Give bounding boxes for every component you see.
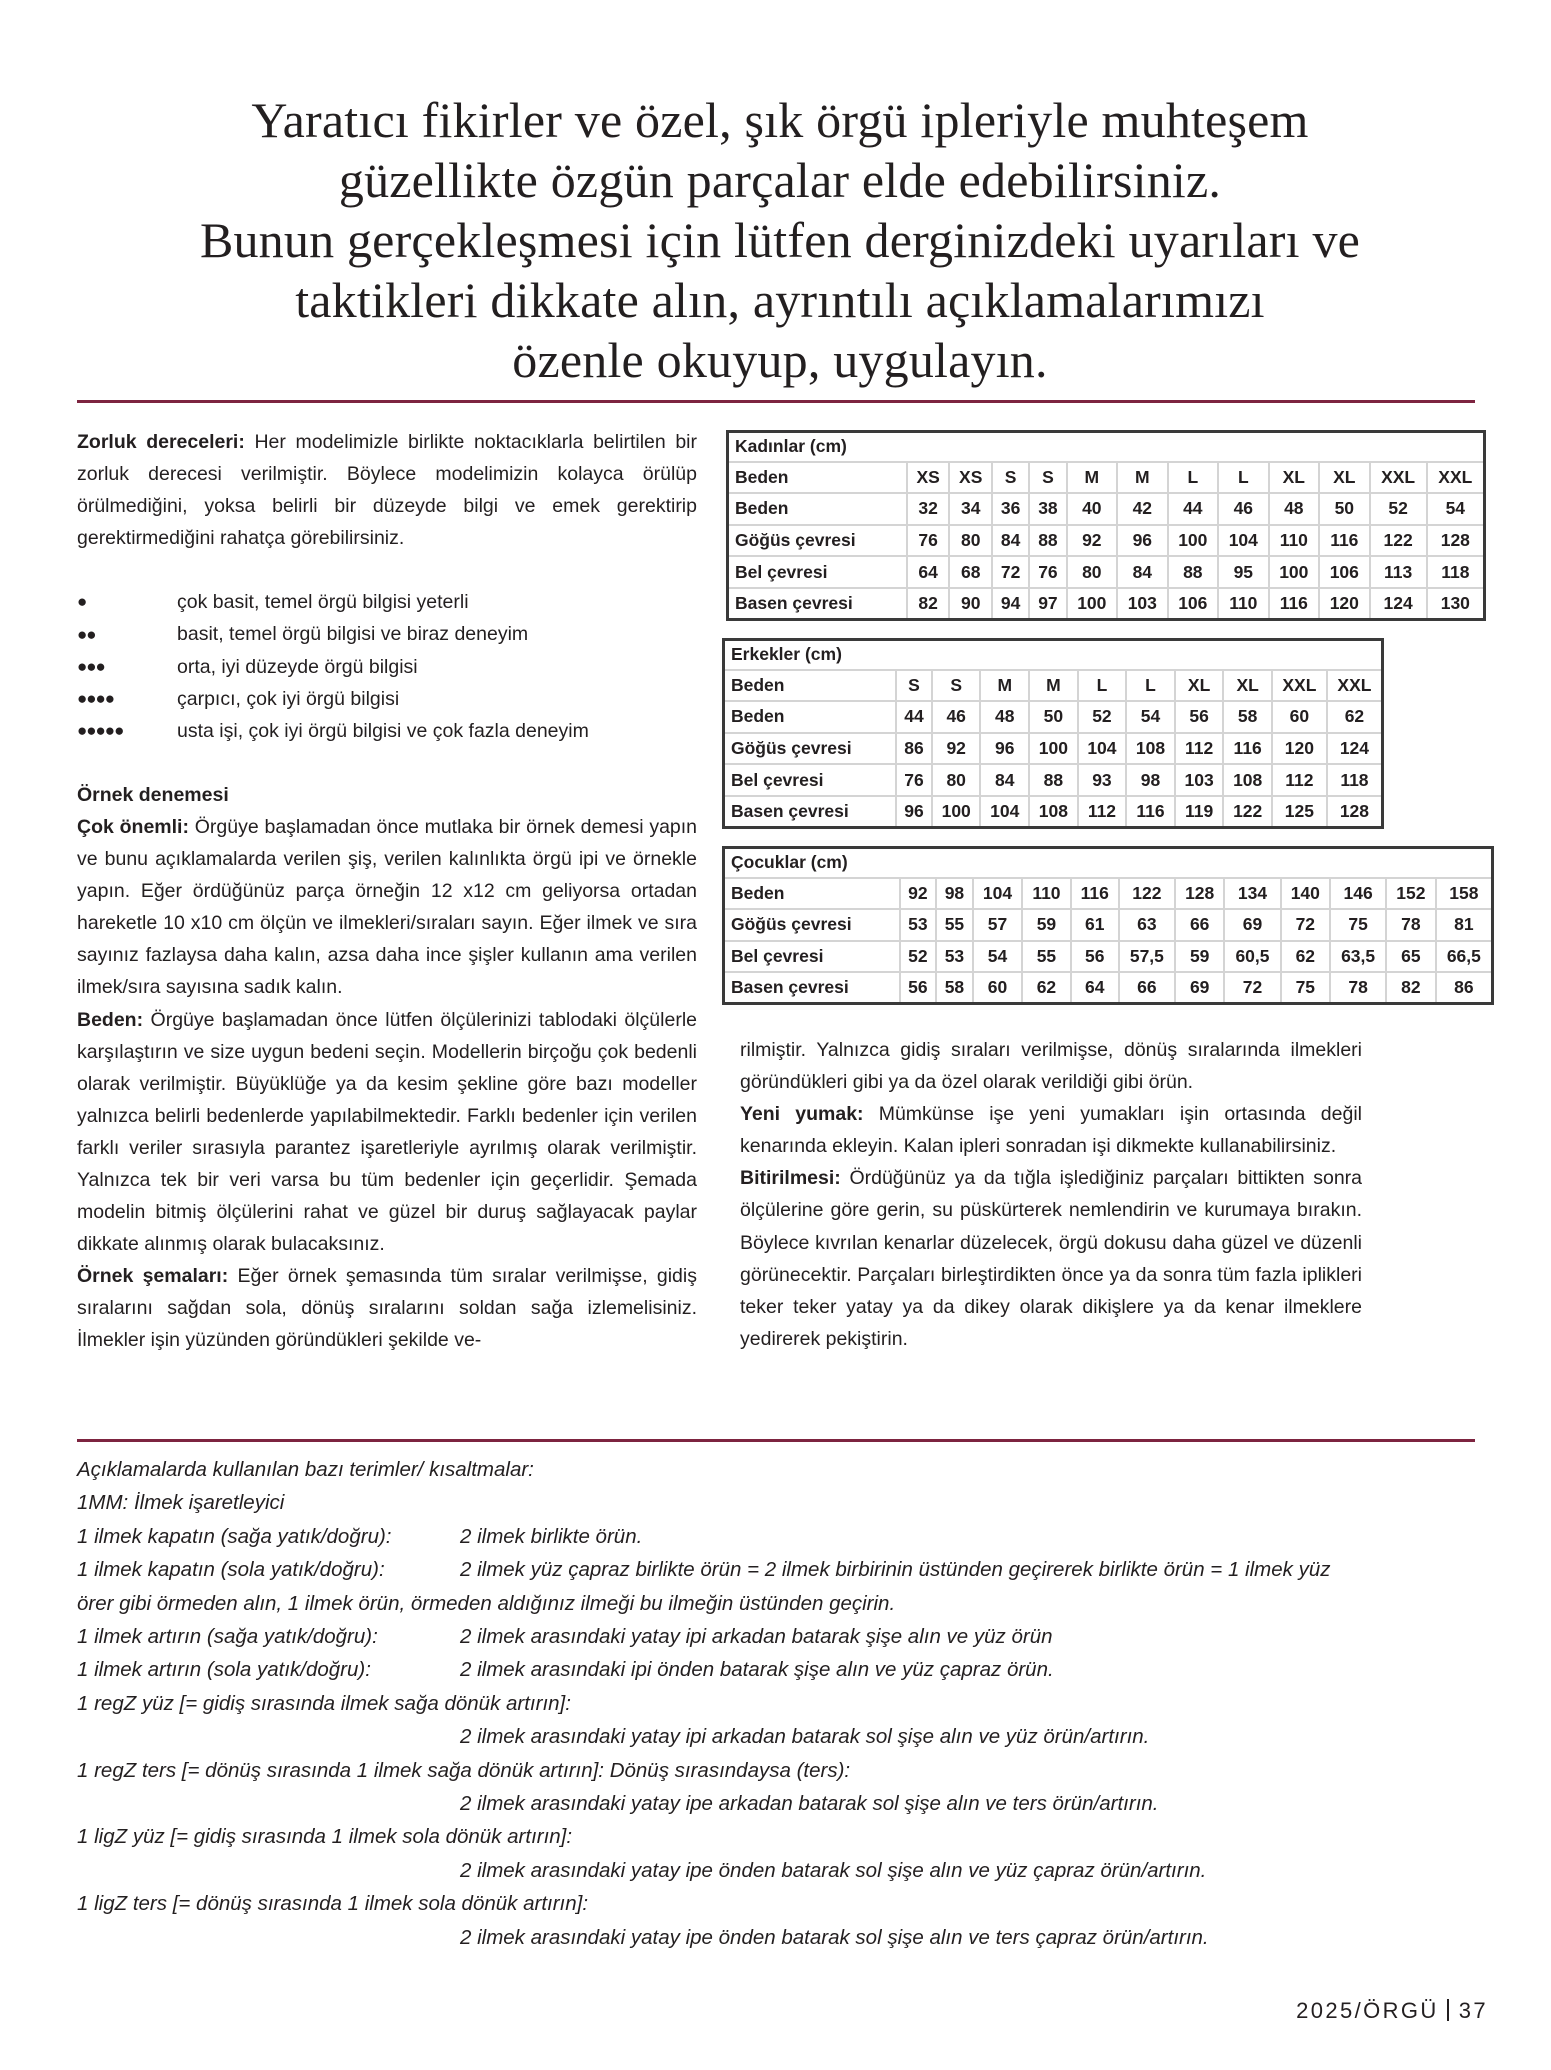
yarn-text: Mümkünse işe yeni yumakları işin ortasında değil kenarında ekleyin. Kalan ipleri sonradan işi dikmekte kullanabilirsiniz. <box>740 1103 1362 1158</box>
table-cell: 94 <box>992 588 1029 620</box>
table-cell: 128 <box>1327 796 1383 828</box>
table-cell: 152 <box>1386 878 1436 910</box>
table-row <box>724 796 1383 828</box>
glossary-z-def: 2 ilmek arasındaki yatay ipi arkadan batarak sol şişe alın ve yüz örün/artırın. <box>460 1725 1150 1749</box>
table-cell: 116 <box>1071 878 1119 910</box>
kids-size-table <box>722 846 1494 1005</box>
glossary-def: 2 ilmek arasındaki ipi önden batarak şişe alın ve yüz çapraz örün. <box>460 1658 1054 1682</box>
table-cell: 92 <box>1067 525 1118 557</box>
table-cell: 112 <box>1175 733 1224 765</box>
table-cell: 100 <box>1067 588 1118 620</box>
difficulty-paragraph <box>77 426 697 554</box>
table-row <box>724 764 1383 796</box>
headline-line: özenle okuyup, uygulayın. <box>512 332 1048 388</box>
table-cell: 42 <box>1117 493 1168 525</box>
headline-line: taktikleri dikkate alın, ayrıntılı açıklamalarımızı <box>295 272 1265 328</box>
table-cell: 125 <box>1272 796 1327 828</box>
finish-label: Bitirilmesi: <box>740 1167 841 1190</box>
table-caption: Kadınlar (cm) <box>728 432 1485 462</box>
table-row <box>728 493 1485 525</box>
table-cell: 112 <box>1078 796 1127 828</box>
table-cell: XXL <box>1327 670 1383 702</box>
glossary-term: 1 ilmek kapatın (sağa yatık/doğru): <box>77 1524 392 1548</box>
table-cell: L <box>1218 462 1269 494</box>
table-cell: 98 <box>1126 764 1175 796</box>
table-cell: S <box>896 670 932 702</box>
headline-line: güzellikte özgün parçalar elde edebilirsiniz. <box>338 152 1222 208</box>
table-cell: 78 <box>1330 972 1386 1004</box>
glossary-item-continued: örer gibi örmeden alın, 1 ilmek örün, örmeden aldığınız ilmeği bu ilmeğin üstünden geçirin. <box>77 1591 896 1615</box>
table-cell: 120 <box>1272 733 1327 765</box>
glossary-z-term: 1 regZ yüz [= gidiş sırasında ilmek sağa dönük artırın]: <box>77 1691 571 1715</box>
table-cell: 72 <box>1281 909 1331 941</box>
table-cell: 62 <box>1281 941 1331 973</box>
row-label: Beden <box>724 878 900 910</box>
finish-paragraph <box>740 1162 1362 1355</box>
table-cell: 122 <box>1370 525 1427 557</box>
row-label: Bel çevresi <box>724 941 900 973</box>
table-cell: 103 <box>1117 588 1168 620</box>
divider-bottom <box>77 1439 1475 1442</box>
table-cell: 66 <box>1175 909 1225 941</box>
table-cell: XS <box>907 462 950 494</box>
difficulty-level-3 <box>77 651 697 683</box>
difficulty-level-4 <box>77 683 697 715</box>
table-cell: 56 <box>1175 701 1224 733</box>
table-cell: 56 <box>1071 941 1119 973</box>
table-cell: 95 <box>1218 556 1269 588</box>
dots-icon: ●●●●● <box>77 720 124 740</box>
table-cell: 75 <box>1330 909 1386 941</box>
level-description: usta işi, çok iyi örgü bilgisi ve çok fazla deneyim <box>177 719 589 742</box>
table-cell: 93 <box>1078 764 1127 796</box>
glossary-def: 2 ilmek arasındaki yatay ipi arkadan batarak şişe alın ve yüz örün <box>460 1625 1053 1649</box>
row-label: Basen çevresi <box>724 972 900 1004</box>
yarn-paragraph <box>740 1098 1362 1162</box>
table-caption: Çocuklar (cm) <box>724 848 1493 878</box>
table-cell: 46 <box>932 701 981 733</box>
level-description: basit, temel örgü bilgisi ve biraz deneyim <box>177 623 529 646</box>
table-cell: 53 <box>936 941 973 973</box>
table-body <box>728 462 1485 620</box>
table-cell: 48 <box>980 701 1029 733</box>
dots-icon: ● <box>77 592 87 612</box>
table-cell: 63 <box>1119 909 1175 941</box>
size-paragraph <box>77 1004 697 1261</box>
table-cell: 130 <box>1427 588 1485 620</box>
table-cell: XL <box>1223 670 1272 702</box>
table-cell: 52 <box>900 941 937 973</box>
row-label: Beden <box>724 701 897 733</box>
table-cell: 62 <box>1022 972 1070 1004</box>
glossary-z-def: 2 ilmek arasındaki yatay ipe arkadan batarak sol şişe alın ve ters örün/artırın. <box>460 1792 1159 1816</box>
table-cell: 32 <box>907 493 950 525</box>
page-number: 37 <box>1458 1998 1488 2023</box>
row-label: Bel çevresi <box>728 556 907 588</box>
glossary-mm: 1MM: İlmek işaretleyici <box>77 1491 285 1515</box>
table-cell: 120 <box>1319 588 1370 620</box>
table-cell: 86 <box>1436 972 1493 1004</box>
table-cell: 66,5 <box>1436 941 1493 973</box>
table-cell: 100 <box>932 796 981 828</box>
glossary-term: 1 ilmek artırın (sola yatık/doğru): <box>77 1658 371 1682</box>
table-cell: 134 <box>1224 878 1280 910</box>
table-row <box>724 701 1383 733</box>
table-cell: S <box>992 462 1029 494</box>
table-cell: 38 <box>1029 493 1066 525</box>
table-cell: S <box>1029 462 1066 494</box>
table-cell: 81 <box>1436 909 1493 941</box>
difficulty-level-2 <box>77 618 697 650</box>
issue-label: 2025/ÖRGÜ <box>1296 1998 1439 2023</box>
table-cell: 57 <box>973 909 1023 941</box>
table-cell: 65 <box>1386 941 1436 973</box>
table-cell: 60 <box>973 972 1023 1004</box>
glossary-z-def: 2 ilmek arasındaki yatay ipe önden batarak sol şişe alın ve yüz çapraz örün/artırın. <box>460 1858 1207 1882</box>
table-cell: 100 <box>1269 556 1320 588</box>
table-cell: 53 <box>900 909 937 941</box>
table-cell: XXL <box>1427 462 1485 494</box>
table-cell: 55 <box>1022 941 1070 973</box>
glossary-item <box>77 1620 1497 1653</box>
table-cell: 104 <box>1078 733 1127 765</box>
table-cell: 58 <box>936 972 973 1004</box>
table-cell: 40 <box>1067 493 1118 525</box>
headline-line: Yaratıcı fikirler ve özel, şık örgü ipleriyle muhteşem <box>251 92 1309 148</box>
table-cell: 122 <box>1119 878 1175 910</box>
page-headline <box>120 90 1440 390</box>
table-cell: 80 <box>1067 556 1118 588</box>
glossary-z-term: 1 ligZ yüz [= gidiş sırasında 1 ilmek sola dönük artırın]: <box>77 1825 573 1849</box>
table-cell: M <box>1029 670 1078 702</box>
table-cell: XXL <box>1370 462 1427 494</box>
glossary-term: 1 ilmek artırın (sağa yatık/doğru): <box>77 1625 378 1649</box>
table-cell: L <box>1078 670 1127 702</box>
table-cell: 59 <box>1022 909 1070 941</box>
left-column <box>77 426 697 1357</box>
size-text: Örgüye başlamadan önce lütfen ölçülerinizi tablodaki ölçülerle karşılaştırın ve size uygun bedeni seçin. Modellerin birçoğu çok bedenli olarak verilmiştir. Büyüklüğe ya da kesim şekline göre bazı modeller yalnızca belirli bedenlerde yapılabilmektedir. Farklı bedenler için verilen farklı veriler sırasıyla parantez işaretleriyle ayrılmış olarak verilmiştir. Yalnızca tek bir veri varsa bu tüm bedenler için geçerlidir. Şemada modelin bitmiş ölçülerini rahat ve güzel bir duruş sağlayacak paylar dikkate alınmış olarak bulacaksınız. <box>77 1008 697 1256</box>
table-cell: 56 <box>900 972 937 1004</box>
table-row <box>724 941 1493 973</box>
table-cell: 50 <box>1029 701 1078 733</box>
footer-separator <box>1447 1999 1449 2021</box>
table-cell: 84 <box>1117 556 1168 588</box>
glossary-z-def: 2 ilmek arasındaki yatay ipe önden batarak sol şişe alın ve ters çapraz örün/artırın. <box>460 1925 1209 1949</box>
table-cell: 76 <box>896 764 932 796</box>
table-cell: 82 <box>907 588 950 620</box>
table-cell: 54 <box>973 941 1023 973</box>
charts-label: Örnek şemaları: <box>77 1265 229 1288</box>
table-body <box>724 670 1383 828</box>
row-label: Göğüs çevresi <box>724 733 897 765</box>
table-cell: 62 <box>1327 701 1383 733</box>
table-cell: 108 <box>1029 796 1078 828</box>
table-cell: 124 <box>1370 588 1427 620</box>
table-cell: XL <box>1319 462 1370 494</box>
table-cell: 58 <box>1223 701 1272 733</box>
table-cell: XS <box>949 462 992 494</box>
women-size-table <box>726 430 1486 621</box>
table-cell: 96 <box>980 733 1029 765</box>
row-label: Göğüs çevresi <box>728 525 907 557</box>
table-cell: 55 <box>936 909 973 941</box>
table-cell: 34 <box>949 493 992 525</box>
table-cell: 52 <box>1078 701 1127 733</box>
table-cell: L <box>1126 670 1175 702</box>
level-description: çarpıcı, çok iyi örgü bilgisi <box>177 687 400 710</box>
table-cell: 158 <box>1436 878 1493 910</box>
table-cell: 116 <box>1319 525 1370 557</box>
table-cell: 140 <box>1281 878 1331 910</box>
table-cell: 69 <box>1224 909 1280 941</box>
page-footer <box>1296 1998 1488 2024</box>
difficulty-levels <box>77 586 697 746</box>
glossary-z-term: 1 ligZ ters [= dönüş sırasında 1 ilmek sola dönük artırın]: <box>77 1892 589 1916</box>
table-cell: 66 <box>1119 972 1175 1004</box>
table-cell: 75 <box>1281 972 1331 1004</box>
dots-icon: ●●● <box>77 656 105 676</box>
table-cell: 48 <box>1269 493 1320 525</box>
headline-line: Bunun gerçekleşmesi için lütfen derginizdeki uyarıları ve <box>199 212 1361 268</box>
table-cell: 72 <box>1224 972 1280 1004</box>
table-cell: 76 <box>1029 556 1066 588</box>
table-cell: S <box>932 670 981 702</box>
row-label: Basen çevresi <box>728 588 907 620</box>
table-cell: 146 <box>1330 878 1386 910</box>
table-cell: 80 <box>949 525 992 557</box>
table-cell: 88 <box>1029 764 1078 796</box>
table-row <box>724 972 1493 1004</box>
important-label: Çok önemli: <box>77 815 189 838</box>
glossary <box>77 1453 1497 1954</box>
table-cell: 78 <box>1386 909 1436 941</box>
table-cell: 76 <box>907 525 950 557</box>
row-label: Beden <box>724 670 897 702</box>
table-cell: 103 <box>1175 764 1224 796</box>
glossary-item <box>77 1520 1497 1553</box>
table-cell: 96 <box>896 796 932 828</box>
table-cell: 60 <box>1272 701 1327 733</box>
table-cell: 69 <box>1175 972 1225 1004</box>
important-text: Örgüye başlamadan önce mutlaka bir örnek demesi yapın ve bunu açıklamalarda verilen şiş, verilen kalınlıkta örgü ipi ve örnekle yapın. Eğer ördüğünüz parça örneğin 12 x12 cm geliyorsa ortadan hareketle 10 x10 cm ölçün ve ilmekleri/sıraları sayın. Eğer ilmek ve sıra sayınız fazlaysa daha kalın, azsa daha ince şişler kullanın ama verilen ilmek/sıra sayısına sadık kalın. <box>77 815 698 999</box>
table-cell: 36 <box>992 493 1029 525</box>
difficulty-level-5 <box>77 715 697 747</box>
table-cell: 100 <box>1168 525 1219 557</box>
table-cell: XXL <box>1272 670 1327 702</box>
difficulty-text: Her modelimizle birlikte noktacıklarla belirtilen bir zorluk derecesi verilmiştir. Böylece modelimizin kolayca örülüp örülmediğini, yoksa belirli bir düzeyde bilgi ve emek gerektirip gerektirmediğini rahatça görebilirsiniz. <box>77 431 697 550</box>
table-cell: 124 <box>1327 733 1383 765</box>
table-cell: 106 <box>1319 556 1370 588</box>
table-cell: 96 <box>1117 525 1168 557</box>
table-cell: 128 <box>1175 878 1225 910</box>
table-cell: 116 <box>1223 733 1272 765</box>
table-cell: 106 <box>1168 588 1219 620</box>
level-description: çok basit, temel örgü bilgisi yeterli <box>177 591 469 614</box>
table-row <box>728 525 1485 557</box>
table-cell: 92 <box>932 733 981 765</box>
table-cell: 54 <box>1427 493 1485 525</box>
table-cell: 63,5 <box>1330 941 1386 973</box>
table-cell: 113 <box>1370 556 1427 588</box>
right-column <box>740 1034 1362 1355</box>
table-body <box>724 878 1493 1004</box>
table-cell: 118 <box>1327 764 1383 796</box>
row-label: Göğüs çevresi <box>724 909 900 941</box>
table-cell: 128 <box>1427 525 1485 557</box>
table-cell: 98 <box>936 878 973 910</box>
table-cell: M <box>1067 462 1118 494</box>
table-cell: 68 <box>949 556 992 588</box>
table-cell: L <box>1168 462 1219 494</box>
table-cell: 116 <box>1126 796 1175 828</box>
row-label: Bel çevresi <box>724 764 897 796</box>
table-cell: 44 <box>1168 493 1219 525</box>
table-row <box>724 909 1493 941</box>
table-cell: 92 <box>900 878 937 910</box>
divider-top <box>77 400 1475 403</box>
glossary-def: 2 ilmek birlikte örün. <box>460 1524 643 1548</box>
table-cell: 86 <box>896 733 932 765</box>
glossary-item <box>77 1653 1497 1686</box>
row-label: Basen çevresi <box>724 796 897 828</box>
table-cell: 116 <box>1269 588 1320 620</box>
table-cell: 72 <box>992 556 1029 588</box>
glossary-z-term: 1 regZ ters [= dönüş sırasında 1 ilmek sağa dönük artırın]: Dönüş sırasındaysa (ters): <box>77 1758 851 1782</box>
table-cell: 118 <box>1427 556 1485 588</box>
table-row <box>724 733 1383 765</box>
yarn-label: Yeni yumak: <box>740 1103 864 1126</box>
table-cell: 122 <box>1223 796 1272 828</box>
table-cell: 108 <box>1126 733 1175 765</box>
table-cell: XL <box>1269 462 1320 494</box>
important-paragraph <box>77 811 697 1004</box>
charts-continued: rilmiştir. Yalnızca gidiş sıraları verilmişse, dönüş sıralarında ilmekleri göründükleri gibi ya da özel olarak verildiği gibi örün. <box>740 1039 1362 1094</box>
table-cell: 44 <box>896 701 932 733</box>
table-cell: 59 <box>1175 941 1225 973</box>
table-cell: XL <box>1175 670 1224 702</box>
glossary-term: 1 ilmek kapatın (sola yatık/doğru): <box>77 1558 385 1582</box>
table-cell: 80 <box>932 764 981 796</box>
table-cell: 104 <box>980 796 1029 828</box>
table-row <box>728 556 1485 588</box>
table-cell: 64 <box>907 556 950 588</box>
table-cell: 112 <box>1272 764 1327 796</box>
table-cell: M <box>1117 462 1168 494</box>
table-row <box>724 878 1493 910</box>
charts-text: Eğer örnek şemasında tüm sıralar verilmişse, gidiş sıralarını sağdan sola, dönüş sıralarını soldan sağa izlemelisiniz. İlmekler işin yüzünden göründükleri şekilde ve- <box>77 1265 697 1352</box>
glossary-title: Açıklamalarda kullanılan bazı terimler/ kısaltmalar: <box>77 1458 534 1481</box>
difficulty-label: Zorluk dereceleri: <box>77 431 245 453</box>
table-cell: 54 <box>1126 701 1175 733</box>
table-cell: 60,5 <box>1224 941 1280 973</box>
table-cell: 104 <box>1218 525 1269 557</box>
row-label: Beden <box>728 462 907 494</box>
table-cell: 88 <box>1029 525 1066 557</box>
table-cell: 97 <box>1029 588 1066 620</box>
table-cell: 88 <box>1168 556 1219 588</box>
sample-title: Örnek denemesi <box>77 783 229 806</box>
table-cell: 61 <box>1071 909 1119 941</box>
table-cell: 110 <box>1022 878 1070 910</box>
glossary-def: 2 ilmek yüz çapraz birlikte örün = 2 ilmek birbirinin üstünden geçirerek birlikte örün = 1 ilmek yüz <box>460 1558 1331 1582</box>
table-cell: 57,5 <box>1119 941 1175 973</box>
dots-icon: ●●●● <box>77 688 115 708</box>
row-label: Beden <box>728 493 907 525</box>
table-cell: 104 <box>973 878 1023 910</box>
table-cell: 46 <box>1218 493 1269 525</box>
difficulty-level-1 <box>77 586 697 618</box>
glossary-item <box>77 1553 1497 1586</box>
charts-paragraph <box>77 1260 697 1356</box>
table-row <box>728 588 1485 620</box>
table-cell: 100 <box>1029 733 1078 765</box>
table-cell: 90 <box>949 588 992 620</box>
table-row <box>724 670 1383 702</box>
size-label: Beden: <box>77 1008 144 1031</box>
level-description: orta, iyi düzeyde örgü bilgisi <box>177 655 418 678</box>
table-cell: 64 <box>1071 972 1119 1004</box>
table-cell: 108 <box>1223 764 1272 796</box>
dots-icon: ●● <box>77 624 96 644</box>
table-caption: Erkekler (cm) <box>724 640 1383 670</box>
finish-text: Ördüğünüz ya da tığla işlediğiniz parçaları bittikten sonra ölçülerine göre gerin, su püskürterek nemlendirin ve kurumaya bırakın. Böylece kıvrılan kenarlar düzelecek, örgü dokusu daha güzel ve düzenli görünecektir. Parçaları birleştirdikten önce ya da sonra tüm fazla iplikleri teker teker yatay ya da dikey olarak dikişlere ya da kenar ilmeklere yedirerek pekiştirin. <box>740 1167 1363 1350</box>
table-cell: 52 <box>1370 493 1427 525</box>
table-cell: 110 <box>1218 588 1269 620</box>
table-cell: M <box>980 670 1029 702</box>
table-cell: 84 <box>992 525 1029 557</box>
table-cell: 82 <box>1386 972 1436 1004</box>
men-size-table <box>722 638 1384 829</box>
table-row <box>728 462 1485 494</box>
table-cell: 84 <box>980 764 1029 796</box>
table-cell: 110 <box>1269 525 1320 557</box>
table-cell: 119 <box>1175 796 1224 828</box>
table-cell: 50 <box>1319 493 1370 525</box>
